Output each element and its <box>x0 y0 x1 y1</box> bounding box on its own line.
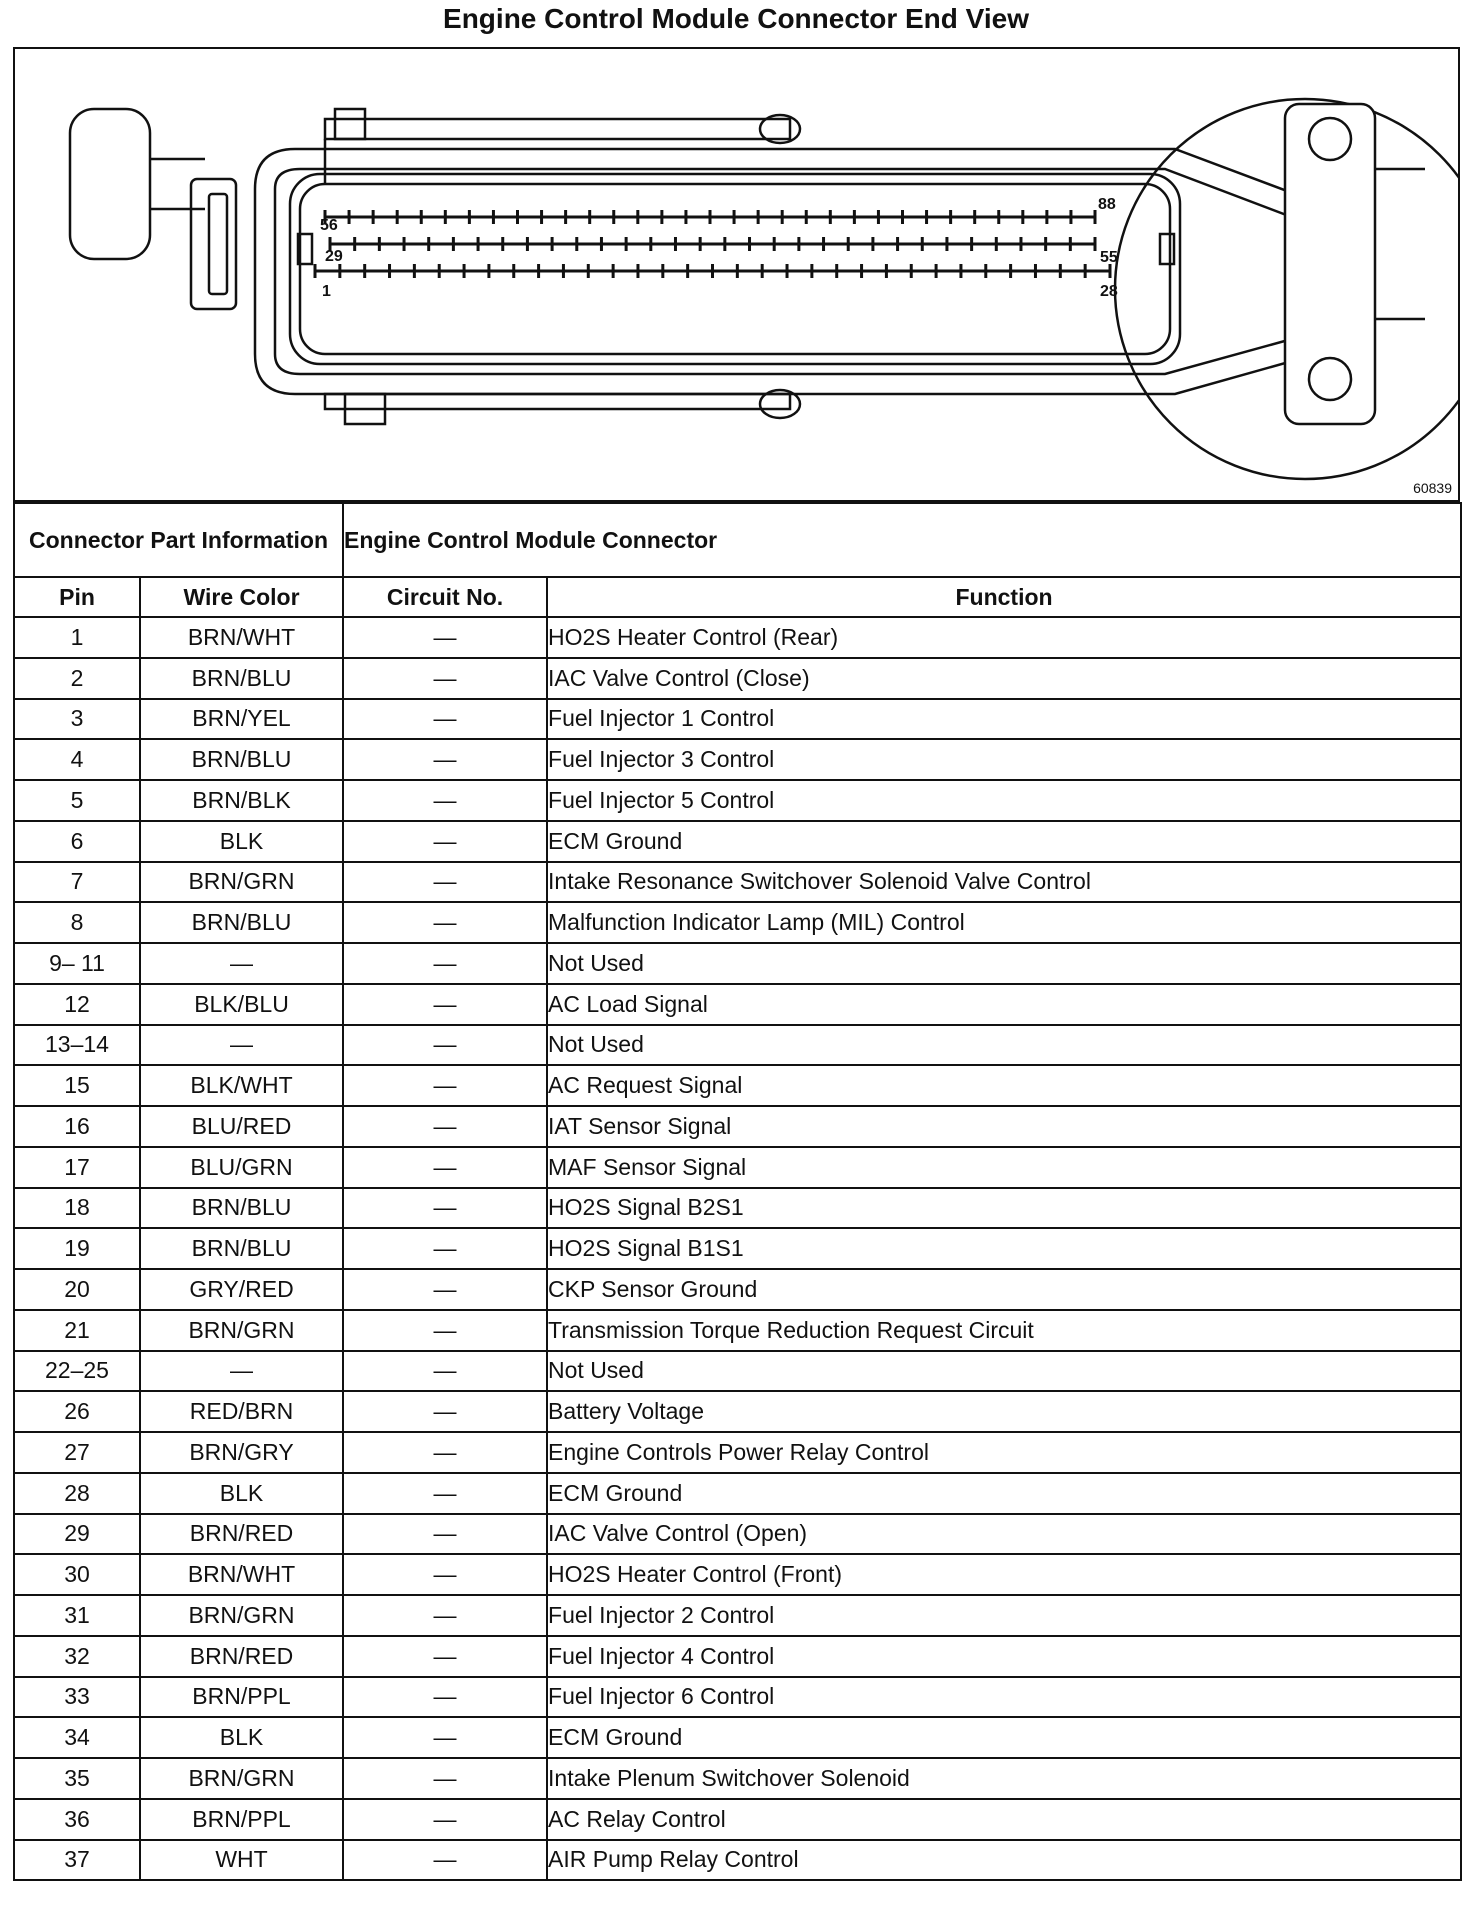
circuit-no-cell: — <box>343 1391 547 1432</box>
function-cell: Intake Resonance Switchover Solenoid Valve Control <box>547 862 1461 903</box>
table-row <box>14 1595 1461 1636</box>
circuit-no-cell: — <box>343 658 547 699</box>
circuit-no-cell: — <box>343 1188 547 1229</box>
circuit-no-cell: — <box>343 1351 547 1392</box>
wire-color-cell: WHT <box>140 1840 343 1881</box>
pin-cell: 20 <box>14 1269 140 1310</box>
wire-color-cell: BRN/WHT <box>140 1554 343 1595</box>
pin-cell: 2 <box>14 658 140 699</box>
pin-cell: 3 <box>14 699 140 740</box>
table-row <box>14 1473 1461 1514</box>
function-cell: CKP Sensor Ground <box>547 1269 1461 1310</box>
pin-cell: 6 <box>14 821 140 862</box>
circuit-no-cell: — <box>343 1514 547 1555</box>
pin-cell: 33 <box>14 1677 140 1718</box>
pin-cell: 9– 11 <box>14 943 140 984</box>
wire-color-cell: BRN/BLU <box>140 658 343 699</box>
pin-cell: 36 <box>14 1799 140 1840</box>
table-row <box>14 821 1461 862</box>
circuit-no-cell: — <box>343 1677 547 1718</box>
pin-cell: 28 <box>14 1473 140 1514</box>
function-cell: IAC Valve Control (Close) <box>547 658 1461 699</box>
connector-left-latch <box>191 179 236 309</box>
pin-cell: 1 <box>14 617 140 658</box>
function-cell: Not Used <box>547 1351 1461 1392</box>
mounting-flange <box>1285 104 1375 424</box>
function-cell: ECM Ground <box>547 821 1461 862</box>
pin-cell: 34 <box>14 1717 140 1758</box>
pin-cell: 31 <box>14 1595 140 1636</box>
table-row <box>14 902 1461 943</box>
table-row <box>14 1514 1461 1555</box>
circuit-no-cell: — <box>343 1554 547 1595</box>
table-row <box>14 1188 1461 1229</box>
function-cell: Fuel Injector 5 Control <box>547 780 1461 821</box>
pin-cell: 29 <box>14 1514 140 1555</box>
wire-color-cell: BRN/YEL <box>140 699 343 740</box>
pin-cell: 18 <box>14 1188 140 1229</box>
pin-cell: 15 <box>14 1065 140 1106</box>
table-row <box>14 739 1461 780</box>
pin-cell: 27 <box>14 1432 140 1473</box>
function-cell: Not Used <box>547 943 1461 984</box>
circuit-no-cell: — <box>343 1025 547 1066</box>
pin-cell: 22–25 <box>14 1351 140 1392</box>
pin-label-55: 55 <box>1100 249 1118 266</box>
wire-color-cell: BLK <box>140 1473 343 1514</box>
circuit-no-cell: — <box>343 1473 547 1514</box>
column-header-circuit-no: Circuit No. <box>343 577 547 617</box>
table-row <box>14 1351 1461 1392</box>
function-cell: Not Used <box>547 1025 1461 1066</box>
circuit-no-cell: — <box>343 1636 547 1677</box>
wire-color-cell: BRN/BLU <box>140 1188 343 1229</box>
circuit-no-cell: — <box>343 739 547 780</box>
pin-cell: 37 <box>14 1840 140 1881</box>
table-row <box>14 617 1461 658</box>
table-row <box>14 862 1461 903</box>
wire-color-cell: BRN/RED <box>140 1636 343 1677</box>
column-header-wire-color: Wire Color <box>140 577 343 617</box>
wire-color-cell: BLK/WHT <box>140 1065 343 1106</box>
pin-cell: 13–14 <box>14 1025 140 1066</box>
pin-cell: 16 <box>14 1106 140 1147</box>
circuit-no-cell: — <box>343 862 547 903</box>
pin-label-29: 29 <box>325 248 343 265</box>
table-row <box>14 984 1461 1025</box>
circuit-no-cell: — <box>343 1799 547 1840</box>
pin-cell: 21 <box>14 1310 140 1351</box>
function-cell: Intake Plenum Switchover Solenoid <box>547 1758 1461 1799</box>
function-cell: Fuel Injector 3 Control <box>547 739 1461 780</box>
pin-cell: 19 <box>14 1228 140 1269</box>
circuit-no-cell: — <box>343 699 547 740</box>
table-row <box>14 780 1461 821</box>
pin-label-28: 28 <box>1100 283 1118 300</box>
circuit-no-cell: — <box>343 1106 547 1147</box>
function-cell: AC Relay Control <box>547 1799 1461 1840</box>
function-cell: HO2S Signal B2S1 <box>547 1188 1461 1229</box>
pin-cell: 5 <box>14 780 140 821</box>
table-row <box>14 699 1461 740</box>
circuit-no-cell: — <box>343 617 547 658</box>
circuit-no-cell: — <box>343 1758 547 1799</box>
wire-color-cell: — <box>140 943 343 984</box>
column-header-function: Function <box>547 577 1461 617</box>
wire-color-cell: BLK/BLU <box>140 984 343 1025</box>
circuit-no-cell: — <box>343 1595 547 1636</box>
wire-color-cell: BLU/GRN <box>140 1147 343 1188</box>
circuit-no-cell: — <box>343 1840 547 1881</box>
wire-color-cell: BLK <box>140 1717 343 1758</box>
circuit-no-cell: — <box>343 943 547 984</box>
wire-color-cell: BRN/BLK <box>140 780 343 821</box>
table-row <box>14 1065 1461 1106</box>
table-row <box>14 1636 1461 1677</box>
page-title: Engine Control Module Connector End View <box>443 3 1029 34</box>
pin-cell: 30 <box>14 1554 140 1595</box>
wire-color-cell: BRN/RED <box>140 1514 343 1555</box>
wire-color-cell: — <box>140 1025 343 1066</box>
function-cell: AIR Pump Relay Control <box>547 1840 1461 1881</box>
circuit-no-cell: — <box>343 1065 547 1106</box>
table-row <box>14 1840 1461 1881</box>
function-cell: HO2S Signal B1S1 <box>547 1228 1461 1269</box>
wire-color-cell: BRN/GRY <box>140 1432 343 1473</box>
table-row <box>14 1310 1461 1351</box>
connector-diagram <box>13 47 1460 502</box>
function-cell: AC Load Signal <box>547 984 1461 1025</box>
wire-color-cell: BLU/RED <box>140 1106 343 1147</box>
wire-color-cell: BLK <box>140 821 343 862</box>
wire-color-cell: BRN/BLU <box>140 1228 343 1269</box>
table-row <box>14 1717 1461 1758</box>
connector-left-grip <box>70 109 150 259</box>
pin-cell: 12 <box>14 984 140 1025</box>
pin-cell: 4 <box>14 739 140 780</box>
circuit-no-cell: — <box>343 821 547 862</box>
pin-label-56: 56 <box>320 217 338 234</box>
wire-color-cell: GRY/RED <box>140 1269 343 1310</box>
table-row <box>14 1025 1461 1066</box>
function-cell: ECM Ground <box>547 1717 1461 1758</box>
wire-color-cell: BRN/GRN <box>140 862 343 903</box>
table-row <box>14 1758 1461 1799</box>
function-cell: HO2S Heater Control (Rear) <box>547 617 1461 658</box>
wire-color-cell: BRN/WHT <box>140 617 343 658</box>
table-row <box>14 1677 1461 1718</box>
table-row <box>14 1554 1461 1595</box>
connector-name-header: Engine Control Module Connector <box>343 503 1461 577</box>
circuit-no-cell: — <box>343 1269 547 1310</box>
wire-color-cell: BRN/BLU <box>140 902 343 943</box>
wire-color-cell: BRN/PPL <box>140 1677 343 1718</box>
pin-table <box>13 502 1462 1881</box>
table-row <box>14 1432 1461 1473</box>
pin-cell: 7 <box>14 862 140 903</box>
wire-color-cell: — <box>140 1351 343 1392</box>
pin-cell: 35 <box>14 1758 140 1799</box>
table-row <box>14 658 1461 699</box>
table-row <box>14 1269 1461 1310</box>
function-cell: Fuel Injector 4 Control <box>547 1636 1461 1677</box>
function-cell: Battery Voltage <box>547 1391 1461 1432</box>
circuit-no-cell: — <box>343 984 547 1025</box>
pin-cavity-frame <box>290 174 1180 364</box>
wire-color-cell: RED/BRN <box>140 1391 343 1432</box>
wire-color-cell: BRN/GRN <box>140 1758 343 1799</box>
table-row <box>14 1106 1461 1147</box>
table-row <box>14 1799 1461 1840</box>
figure-number: 60839 <box>1413 480 1452 496</box>
table-row <box>14 1147 1461 1188</box>
connector-drawing <box>15 49 1460 502</box>
function-cell: HO2S Heater Control (Front) <box>547 1554 1461 1595</box>
function-cell: MAF Sensor Signal <box>547 1147 1461 1188</box>
table-row <box>14 1391 1461 1432</box>
function-cell: Fuel Injector 1 Control <box>547 699 1461 740</box>
function-cell: Fuel Injector 2 Control <box>547 1595 1461 1636</box>
pin-label-88: 88 <box>1098 196 1116 213</box>
function-cell: Fuel Injector 6 Control <box>547 1677 1461 1718</box>
circuit-no-cell: — <box>343 1310 547 1351</box>
circuit-no-cell: — <box>343 780 547 821</box>
table-row <box>14 1228 1461 1269</box>
wire-color-cell: BRN/GRN <box>140 1310 343 1351</box>
circuit-no-cell: — <box>343 1228 547 1269</box>
function-cell: Transmission Torque Reduction Request Circuit <box>547 1310 1461 1351</box>
column-header-pin: Pin <box>14 577 140 617</box>
function-cell: IAC Valve Control (Open) <box>547 1514 1461 1555</box>
circuit-no-cell: — <box>343 1717 547 1758</box>
wire-color-cell: BRN/PPL <box>140 1799 343 1840</box>
function-cell: Engine Controls Power Relay Control <box>547 1432 1461 1473</box>
pin-cell: 26 <box>14 1391 140 1432</box>
pin-cell: 8 <box>14 902 140 943</box>
connector-part-info-header: Connector Part Information <box>14 503 343 577</box>
circuit-no-cell: — <box>343 1432 547 1473</box>
table-row <box>14 943 1461 984</box>
pin-label-1: 1 <box>322 283 331 300</box>
function-cell: ECM Ground <box>547 1473 1461 1514</box>
function-cell: Malfunction Indicator Lamp (MIL) Control <box>547 902 1461 943</box>
circuit-no-cell: — <box>343 1147 547 1188</box>
function-cell: AC Request Signal <box>547 1065 1461 1106</box>
pin-cell: 17 <box>14 1147 140 1188</box>
wire-color-cell: BRN/GRN <box>140 1595 343 1636</box>
pin-cell: 32 <box>14 1636 140 1677</box>
circuit-no-cell: — <box>343 902 547 943</box>
function-cell: IAT Sensor Signal <box>547 1106 1461 1147</box>
wire-color-cell: BRN/BLU <box>140 739 343 780</box>
